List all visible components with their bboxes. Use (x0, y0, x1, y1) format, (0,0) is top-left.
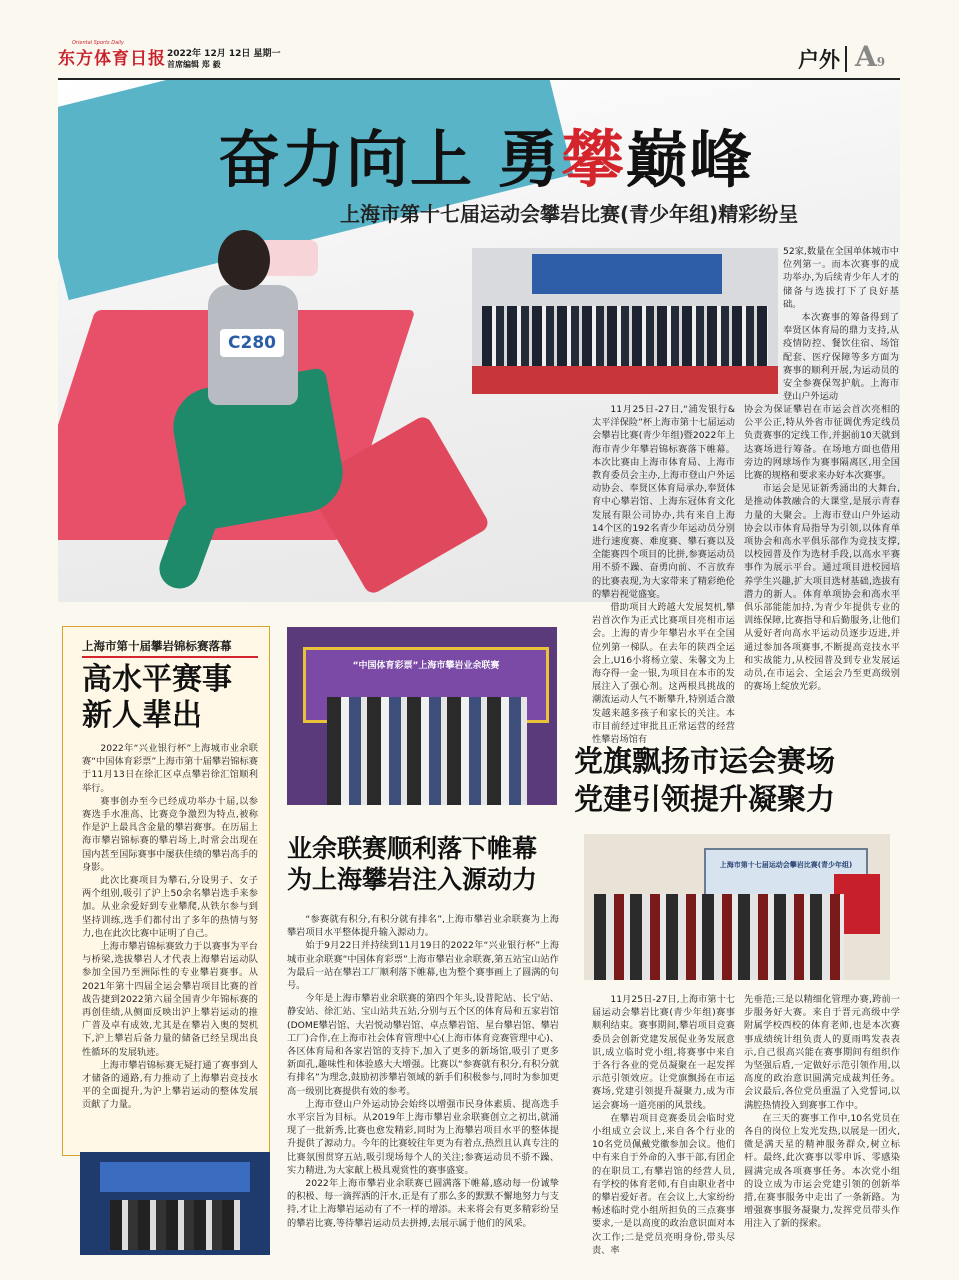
league-headline: 业余联赛顺利落下帷幕 为上海攀岩注入源动力 (287, 834, 538, 894)
group-of-people (327, 697, 527, 805)
event-backdrop (100, 1162, 250, 1192)
sidebar-kicker: 上海市第十届攀岩锦标赛落幕 (82, 639, 232, 653)
main-article-col-3: 协会为保证攀岩在市运会首次亮相的公平公正,特从外省市征调优秀定线员负责赛事的定线工作,并据前10天就到达赛场进行筹备。在场地方面也借用旁边的网球场作为赛事隔离区,用全国比赛的规格和要求来办好本次赛事。 市运会是见证新秀涌出的大舞台,是推动体教融合的大课堂,是展示青春力量的大聚会。上海市登山户外运动协会以市体育局指导为引领,以体育单项协会和高水平俱乐部作为竞技支撑,以校园普及作为选材手段,以高水平赛事作为展示平台。通过项目进校园培养学生兴趣,扩大项目选材基础,选拔有潜力的新人。体育单项协会和高水平俱乐部能能加持,为青少年提供专业的训练保障,比赛指导和后勤服务,让他们从爱好者向高水平运动员逐步迈进,并通过参加各项赛事,不断提高竞技水平和实战能力,从校园普及到专业发展运动员,在市运会、全运会乃至更高级别的赛场上绽放光彩。 (744, 404, 900, 693)
header-divider (845, 46, 847, 72)
paper-logo: 东方体育日报 (58, 49, 166, 69)
party-article-col-1: 11月25日-27日,上海市第十七届运动会攀岩比赛(青少年组)赛事顺利结束。赛事期间,攀岩项目竞赛委员会创新党建发展促业务发展意识,成立临时党小组,将赛事中来自于各行各业的党员凝聚在一起发挥示范引领效应。让党旗飘扬在市运赛场,党建引领提升凝聚力,成为市运会赛场一道亮丽的风景线。 在攀岩项目竞赛委员会临时党小组成立会议上,来自各个行业的10名党员佩戴党徽参加会议。他们中有来自于外命的入事干部,有团企的在职员工,有攀岩馆的经营人员,有学校的体育老师,有自由职业者中的攀岩爱好者。在会议上,大家纷纷畅述临时党小组所担负的三点赛事要求,一是以高度的政治意识面对本次工作;二是党员亮明身份,带头尽责、率 (592, 994, 735, 1256)
climber-torso (208, 285, 298, 405)
main-article-col-2: 11月25日-27日,“浦发银行&太平洋保险”杯上海市第十七届运动会攀岩比赛(青少年组)暨2022年上海市青少年攀岩锦标赛落下帷幕。本次比赛由上海市体育局、上海市教育委员会主办,上海市登山户外运动协会、奉贤区体育局承办,奉贤体育中心攀岩馆、上海东冠体育文化发展有限公司协办,共有来自上海14个区的192名青少年运动员分别进行速度赛、难度赛、攀石赛以及全能赛四个项目的比拼,参赛运动员用不骄不躁、奋勇向前、不言放弃的比赛表现,为大家带来了精彩绝伦的攀岩视觉盛宴。 借助项目大跨越大发展契机,攀岩首次作为正式比赛项目亮相市运会。上海的青少年攀岩水平在全国位列第一梯队。在去年的陕西全运会上,U16小将杨立蒙、朱馨文为上海夺得一金一银,为项目在本市的发展注入了强心剂。这两根具挑战的潮流运动人气不断攀升,特别适合激发越来越多孩子和家长的关注。本市目前经过审批且正常运营的经营性攀岩场馆有 (592, 404, 735, 746)
race-bib: C280 (220, 329, 284, 357)
championship-podium-photo (80, 1152, 270, 1255)
page-number: A9 (855, 40, 886, 73)
group-of-people (482, 306, 768, 366)
sidebar-headline: 高水平赛事 新人辈出 (82, 662, 232, 733)
group-of-people (110, 1200, 240, 1250)
event-banner (532, 254, 722, 294)
party-headline: 党旗飘扬市运会赛场 党建引领提升凝聚力 (574, 744, 836, 816)
red-stage-floor (472, 366, 778, 394)
event-board-caption: “中国体育彩票”上海市攀岩业余联赛 (352, 661, 500, 671)
party-meeting-photo (584, 834, 890, 980)
hero-headline: 奋力向上 勇攀巅峰 (218, 123, 754, 196)
climber-head (218, 230, 270, 290)
screen-caption: 上海市第十七届运动会攀岩比赛(青少年组) (719, 861, 853, 869)
league-award-photo (287, 627, 557, 805)
main-article-col-1: 52家,数量在全国单体城市中位列第一。而本次赛事的成功举办,为后续青少年人才的储备与选拔打下了良好基础。 本次赛事的筹备得到了奉贤区体育局的鼎力支持,从疫情防控、餐饮住宿、场馆配套、医疗保障等多方面为赛事的顺利开展,为运动员的安全参赛保驾护航。上海市登山户外运动 (783, 246, 899, 403)
group-of-people (594, 894, 844, 980)
section-name: 户外 (798, 47, 840, 72)
sidebar-rule (82, 656, 258, 658)
paper-name-english: Oriental Sports Daily (72, 40, 124, 46)
party-article-col-2: 先垂范;三是以精细化管理办赛,跨前一步服务好大赛。来自于晋元高级中学附属学校西校的体育老师,也是本次赛事成绩统计组负责人的夏雨鸣发表表示,自己很高兴能在赛事期间有组织作为坚强后盾,一定做好示范引领作用,以高度的政治意识圆满完成裁判任务。会议最后,各位党员重温了入党誓词,以满腔热情投入到赛事工作中。 在三天的赛事工作中,10名党员在各自的岗位上发光发热,以展是一团火,微是满天星的精神服务群众,树立标杆。最终,此次赛事以零申诉、零感染圆满完成各项赛事任务。本次党小组的设立成为市运会党建引领的创新举措,在赛事服务中走出了一条新路。为增强赛事服务凝聚力,发挥党员带头作用注入了新的探索。 (744, 994, 900, 1230)
issue-date: 2022年 12月 12日 星期一 (167, 49, 281, 59)
league-article-body: “参赛就有积分,有积分就有排名”,上海市攀岩业余联赛为上海攀岩项目水平整体提升输入源动力。 始于9月22日并持续到11月19日的2022年“兴业银行杯”上海城市业余联赛“中国体育彩票”上海市攀岩业余联赛,第五站宝山站作为最后一站在攀岩工厂顺利落下帷幕,也为整个赛事画上了圆满的句号。 今年是上海市攀岩业余联赛的第四个年头,设普陀站、长宁站、静安站、徐汇站、宝山站共五站,分别与五个区的体育局和五家岩馆(DOME攀岩馆、大岩悦动攀岩馆、卓点攀岩馆、星台攀岩馆、攀岩工厂)合作,在上海市社会体育管理中心(上海市体育竞赛管理中心)、各区体育局和各家岩馆的支持下,加入了更多的新场馆,吸引了更多新面孔,趣味性和体验感大大增强。比赛以“参赛就有积分,有积分就有排名”为理念,鼓励初涉攀岩领域的新手们积极参与,同时为参加更高一级别比赛提供有效的参考。 上海市登山户外运动协会始终以增强市民身体素质、提高选手水平宗旨为目标。从2019年上海市攀岩业余联赛创立之初出,就涌现了一批新秀,比赛也愈发精彩,同时为上海攀岩项目水平的整体提升提供了源动力。今年的比赛较往年更为有着点,热烈且认真专注的比赛氛围贯穿五站,吸引现场每个人的关注;参赛运动员不骄不躁、实力精进,为大家献上极具观赏性的赛事盛宴。 2022年上海市攀岩业余联赛已圆满落下帷幕,感动每一份诚挚的积极、每一滴挥洒的汗水,正是有了那么多的默默不懈地努力与支持,才让上海攀岩运动有了不一样的增添。未来将会有更多精彩纷呈的攀岩比赛,等待攀岩运动员去拼搏,去展示属于他们的风采。 (287, 914, 559, 1229)
team-group-photo (472, 248, 778, 394)
chief-editor: 首席编辑 郑 毅 (167, 60, 221, 69)
sidebar-body: 2022年“兴业银行杯”上海城市业余联赛“中国体育彩票”上海市第十届攀岩锦标赛于11月13日在徐汇区卓点攀岩徐汇馆顺利举行。 赛事创办至今已经成功举办十届,以参赛选手水准高、比赛竞争激烈为特点,被称作是沪上最具含金量的攀岩赛事。在历届上海市攀岩锦标赛的攀岩场上,时常会出现在国内甚至国际赛事中屡获佳绩的攀岩高手的身影。 此次比赛项目为攀石,分设男子、女子两个组别,吸引了沪上50余名攀岩选手来参加。从业余爱好到专业攀爬,从铁尔参与到坚持训练,选手们都付出了多年的热情与努力,也在此次比赛中证明了自己。 上海市攀岩锦标赛致力于以赛事为平台与桥梁,选拔攀岩人才代表上海攀岩运动队参加全国乃至洲际性的专业攀岩赛事。从2021年第十四届全运会攀岩项目比赛的首战告捷到2022第六届全国青少年锦标赛的再创佳绩,从侧面反映出沪上攀岩运动的推广普及卓有成效,尤其是在攀岩入奥的契机下,沪上攀岩后备力量的储备已经呈现出良性循环的发展轨迹。 上海市攀岩锦标赛无疑打通了赛事到人才储备的通路,有力推动了上海攀岩竞技水平的全面提升,为沪上攀岩运动的整体发展贡献了力量。 (82, 743, 258, 1111)
hero-subheadline: 上海市第十七届运动会攀岩比赛(青少年组)精彩纷呈 (340, 202, 799, 226)
